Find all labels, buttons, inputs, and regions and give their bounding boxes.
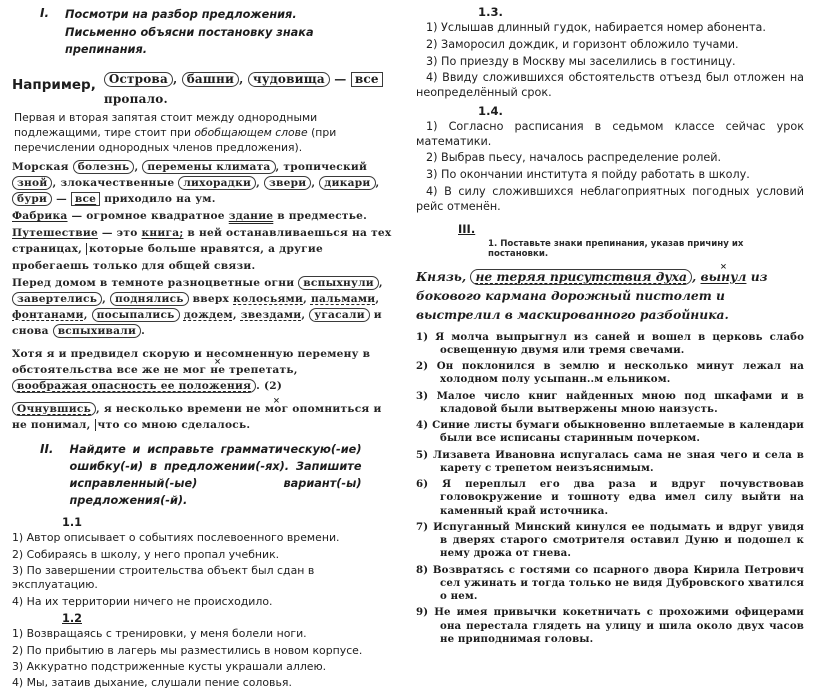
- text-segment: со мною сделалось.: [119, 419, 251, 432]
- sample-sentence: [12, 401, 398, 433]
- list-item: [12, 531, 398, 545]
- task3-numeral: III.: [458, 221, 476, 236]
- item-number: 3): [12, 659, 27, 673]
- text-segment: перемены климата: [142, 160, 275, 174]
- sample-sentence: [12, 208, 398, 224]
- sentence-list: [416, 120, 804, 215]
- item-text: Я переплыл его два раза и вдруг почувствовав головокружение и тошноту едва имел силу выйти на каменный край источника.: [440, 478, 805, 517]
- list-item: [416, 185, 804, 215]
- text-segment: угасали: [309, 308, 370, 322]
- item-number: 1): [12, 531, 27, 545]
- parsed-example-sentence: [416, 267, 802, 324]
- text-segment: ,: [311, 177, 320, 190]
- text-segment: пальмами: [310, 292, 376, 305]
- text-segment: звери: [264, 176, 311, 190]
- item-number: 4): [426, 185, 445, 199]
- text-segment: не ×: [210, 364, 225, 376]
- list-item: [416, 478, 804, 518]
- item-number: 3): [426, 54, 442, 68]
- list-item: [416, 55, 804, 70]
- exercise-group-1-4: [416, 104, 804, 215]
- item-text: Автор описывает о событиях послевоенного времени.: [26, 531, 340, 545]
- text-segment: чудовища: [248, 72, 330, 88]
- text-segment: все: [71, 192, 100, 206]
- parsed-example-sentence: [104, 69, 398, 110]
- text-segment: звездами: [240, 308, 302, 321]
- list-item: [416, 331, 804, 358]
- list-item: [416, 168, 804, 183]
- text-segment: , тропический: [275, 160, 368, 173]
- item-text: По завершении строительства объект был сдан в эксплуатацию.: [12, 563, 315, 592]
- sample-sentence: [12, 346, 398, 394]
- item-text: Услышав длинный гудок, набирается номер абонента.: [441, 21, 766, 34]
- list-item: [12, 548, 398, 562]
- item-number: 4): [426, 71, 443, 85]
- text-segment: здание: [228, 210, 274, 223]
- item-text: В силу сложившихся неблагоприятных погодных условий рейс отменён.: [416, 185, 804, 213]
- text-segment: пропало.: [103, 91, 168, 106]
- item-text: Лизавета Ивановна испугалась сама не зная чего и села в карету с трепетом неизъяснимым.: [433, 448, 804, 474]
- item-number: 2): [12, 547, 27, 561]
- list-item: [416, 449, 804, 476]
- text-segment: Путешествие: [12, 227, 98, 240]
- group-label: 1.3.: [478, 5, 503, 19]
- list-item: [12, 564, 398, 593]
- item-number: 2): [426, 151, 442, 165]
- text-segment: ,: [691, 268, 701, 284]
- list-item: [12, 627, 398, 641]
- list-item: [12, 595, 398, 609]
- list-item: [416, 564, 804, 604]
- task3-instruction: 1. Поставьте знаки препинания, указав причину их постановки.: [488, 238, 744, 259]
- sample-sentences: [12, 159, 398, 434]
- text-segment: бури: [12, 192, 52, 206]
- text-segment: ,: [378, 276, 383, 289]
- task1-instruction: [65, 6, 398, 59]
- item-text: Мы, затаив дыхание, слушали пение соловья.: [26, 676, 292, 690]
- left-column: [0, 0, 408, 690]
- text-segment: завертелись: [12, 292, 102, 306]
- item-number: 7): [416, 520, 434, 533]
- text-segment: ,: [83, 308, 92, 321]
- item-text: Не имея привычки кокетничать с прохожими офицерами она перестала глядеть на улицу и шила около двух часов не приподнимая головы.: [434, 606, 804, 645]
- item-number: 3): [416, 389, 437, 402]
- list-item: [12, 660, 398, 674]
- group-label: 1.1: [62, 516, 83, 530]
- list-item: [416, 419, 804, 446]
- text-segment: и снова: [12, 308, 382, 337]
- text-segment: зной: [12, 176, 52, 190]
- text-segment: мог ×: [265, 403, 289, 415]
- item-text: Собираясь в школу, у него пропал учебник.: [26, 547, 280, 561]
- list-item: [416, 38, 804, 53]
- text-segment: колосьями: [233, 292, 304, 305]
- text-segment: , я несколько времени не: [96, 403, 265, 416]
- text-segment: (при перечислении однородных членов предложения).: [14, 126, 337, 155]
- text-segment: вспыхнули: [298, 276, 379, 290]
- text-segment: обобщающем слове: [194, 126, 308, 140]
- list-item: [416, 120, 804, 150]
- text-segment: лихорадки: [178, 176, 256, 190]
- list-item: [416, 151, 804, 166]
- item-text: На их территории ничего не происходило.: [26, 594, 273, 608]
- list-item: [416, 521, 804, 561]
- text-segment: Фабрика: [12, 210, 68, 223]
- item-number: 3): [12, 563, 27, 577]
- item-number: 1): [426, 119, 449, 133]
- text-segment: не теряя присутствия духа: [470, 269, 691, 285]
- text-segment: ,: [232, 308, 241, 321]
- text-segment: Острова: [104, 72, 173, 88]
- text-segment: болезнь: [73, 160, 135, 174]
- text-segment: , злокачественные: [52, 177, 179, 190]
- text-segment: . (2): [256, 380, 283, 393]
- list-item: [12, 644, 398, 658]
- group-label: 1.4.: [478, 103, 503, 118]
- text-segment: —: [52, 193, 71, 206]
- item-text: По приезду в Москву мы заселились в гостиницу.: [441, 54, 736, 68]
- explanation-paragraph: [14, 111, 398, 156]
- text-segment: Хотя я и предвидел скорую и несомненную перемену в обстоятельства все же не мог: [12, 347, 371, 377]
- text-segment: Первая и вторая запятая стоит между однородными подлежащими, тире стоит при: [14, 111, 318, 140]
- example-row: [12, 67, 398, 110]
- text-segment: .: [141, 324, 146, 337]
- item-number: 4): [12, 594, 27, 608]
- item-text: Он поклонился в землю и несколько минут лежал на холодном полу усыпанн..м ельником.: [436, 360, 805, 386]
- task2-numeral: II.: [40, 442, 54, 457]
- text-segment: посыпались: [92, 308, 180, 322]
- text-segment: — это: [97, 227, 142, 240]
- text-segment: дождем: [183, 308, 233, 321]
- exercise-group-1-2: [12, 612, 398, 691]
- item-number: 8): [416, 563, 433, 576]
- text-segment: ,: [172, 71, 182, 86]
- item-text: Ввиду сложившихся обстоятельств отъезд был отложен на неопределённый срок.: [416, 71, 804, 100]
- text-segment: дикари: [319, 176, 375, 190]
- sentence-list: [12, 627, 398, 691]
- task1-instruction-line1: Посмотри на разбор предложения.: [65, 8, 297, 21]
- text-segment: все: [351, 72, 383, 88]
- text-segment: — огромное квадратное: [67, 210, 229, 223]
- task2-instruction: Найдите и исправьте грамматическую(-ие) ошибку(-и) в предложении(-ях). Запишите исправленный(-ые) вариант(-ы) предложения(-й).: [69, 443, 362, 508]
- text-segment: ,: [375, 292, 380, 305]
- text-segment: поднялись: [110, 292, 189, 306]
- item-number: 1): [416, 330, 436, 343]
- text-segment: фонтанами: [12, 308, 84, 321]
- example-label: Например,: [12, 76, 96, 93]
- task1-numeral: I.: [40, 6, 50, 20]
- text-segment: приходило на ум.: [100, 193, 216, 206]
- item-text: Возвращаясь с тренировки, у меня болели ноги.: [26, 627, 307, 641]
- item-text: Согласно расписания в седьмом классе сейчас урок математики.: [416, 119, 804, 148]
- text-segment: ,: [375, 177, 380, 190]
- item-text: Выбрав пьесу, началось распределение ролей.: [441, 151, 722, 165]
- text-segment: башни: [182, 72, 239, 88]
- list-item: [416, 360, 804, 387]
- list-item: [12, 676, 398, 690]
- sentence-list: [416, 21, 804, 101]
- item-number: 2): [426, 37, 442, 51]
- exercise-group-1-3: [416, 5, 804, 101]
- text-segment: ,: [102, 292, 111, 305]
- text-segment: книга;: [141, 227, 184, 240]
- item-text: По окончании института я пойду работать в школу.: [441, 168, 750, 182]
- text-segment: ,: [239, 71, 248, 86]
- text-segment: воображая опасность ее положения: [12, 379, 256, 393]
- text-segment: опомниться и не понимал,: [12, 403, 382, 432]
- item-text: По прибытию в лагерь мы разместились в новом корпусе.: [26, 643, 363, 657]
- item-text: Я молча выпрыгнул из саней и вошел в церковь слабо освещенную двумя или тремя свечами.: [435, 330, 805, 356]
- item-number: 3): [426, 168, 442, 182]
- item-text: Возвратясь с гостями со псарного двора Кирила Петрович сел ужинать и тогда только не видя Дубровского хватился о нем.: [432, 563, 804, 603]
- text-segment: Перед домом в темноте разноцветные огни: [12, 276, 299, 289]
- text-segment: вспыхивали: [53, 324, 141, 338]
- text-segment: в предместье.: [273, 210, 368, 223]
- right-column: [408, 0, 816, 645]
- text-segment: вынул ×: [701, 269, 747, 284]
- item-text: Испуганный Минский кинулся ее подымать и вдруг увидя в дверях старого смотрителя оставил Дуню и подошел к нему дрожа от гнева.: [433, 520, 805, 560]
- exercise-group-1-1: [12, 516, 398, 609]
- item-number: 6): [416, 478, 443, 491]
- item-number: 5): [416, 448, 434, 461]
- item-text: Синие листы бумаги обыкновенно вплетаемые в календари были все исписаны старинным почерком.: [432, 419, 804, 445]
- task1-heading: [40, 6, 398, 59]
- item-text: Заморосил дождик, и горизонт обложило тучами.: [441, 37, 739, 51]
- text-segment: которые: [86, 243, 144, 255]
- text-segment: больше нравятся, а другие пробегаешь только для общей связи.: [12, 243, 324, 272]
- item-number: 2): [12, 643, 27, 657]
- text-segment: —: [329, 71, 351, 86]
- item-text: Малое число книг найденных мною под шкафами и в кладовой были вытвержены мною наизусть.: [436, 389, 804, 415]
- list-item: [416, 606, 804, 646]
- text-segment: в ней останавливаешься на тех страницах,: [12, 227, 392, 256]
- text-segment: трепетать,: [225, 364, 298, 377]
- item-number: 4): [12, 676, 27, 690]
- group-label: 1.2: [62, 612, 83, 626]
- item-number: 4): [416, 419, 433, 432]
- text-segment: Очнувшись: [12, 402, 96, 416]
- task3-sentence-list: [416, 331, 804, 647]
- item-number: 2): [416, 360, 437, 373]
- task2-heading: [40, 442, 398, 510]
- list-item: [416, 21, 804, 36]
- task1-instruction-line2: Письменно объясни постановку знака препинания.: [65, 25, 314, 56]
- text-segment: Князь,: [416, 268, 471, 284]
- text-segment: ,: [134, 160, 143, 173]
- item-number: 1): [426, 21, 442, 34]
- text-segment: Морская: [12, 160, 73, 173]
- sentence-list: [12, 531, 398, 609]
- text-segment: из бокового кармана дорожный пистолет и выстрелил в маскированного разбойника.: [416, 268, 768, 322]
- sample-sentence: [12, 159, 398, 207]
- sample-sentence: [12, 225, 398, 273]
- text-segment: вверх: [188, 292, 234, 305]
- text-segment: ,: [256, 177, 265, 190]
- list-item: [416, 71, 804, 101]
- item-number: 1): [12, 627, 27, 641]
- item-text: Аккуратно подстриженные кусты украшали аллею.: [26, 659, 327, 673]
- text-segment: ,: [303, 292, 311, 305]
- list-item: [416, 390, 804, 417]
- text-segment: ,: [301, 308, 310, 321]
- sample-sentence: [12, 275, 398, 339]
- item-number: 9): [416, 606, 435, 619]
- text-segment: что: [95, 419, 120, 431]
